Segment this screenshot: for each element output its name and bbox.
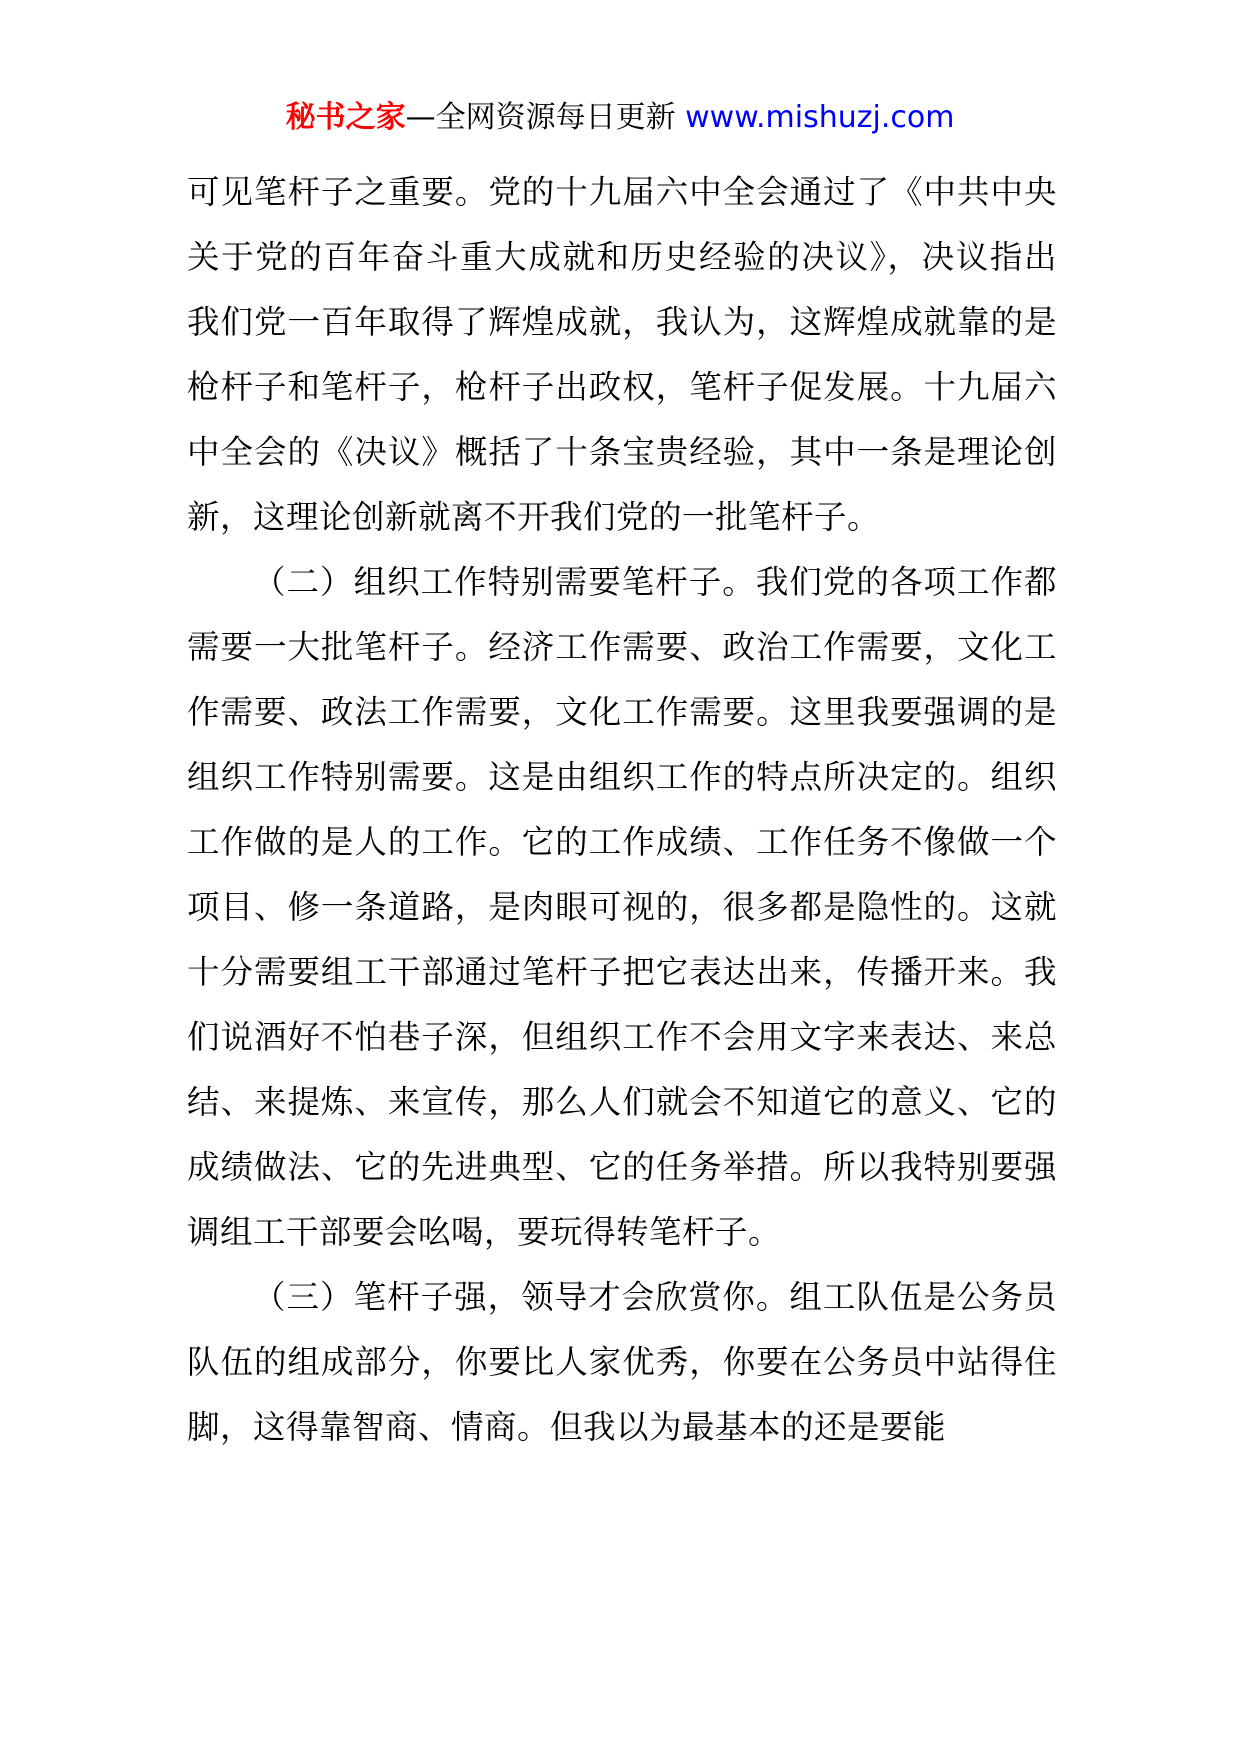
site-header	[0, 98, 1240, 138]
paragraph-section-3: （三）笔杆子强，领导才会欣赏你。组工队伍是公务员队伍的组成部分，你要比人家优秀，你要在公务员中站得住脚，这得靠智商、情商。但我以为最基本的还是要能	[187, 1278, 1057, 1446]
brand-name: 秘书之家	[285, 100, 406, 135]
header-tagline: —全网资源每日更新	[405, 100, 686, 135]
paragraph-continuation: 可见笔杆子之重要。党的十九届六中全会通过了《中共中央关于党的百年奋斗重大成就和历史经验的决议》，决议指出我们党一百年取得了辉煌成就，我认为，这辉煌成就靠的是枪杆子和笔杆子，枪杆子出政权，笔杆子促发展。十九届六中全会的《决议》概括了十条宝贵经验，其中一条是理论创新，这理论创新就离不开我们党的一批笔杆子。	[187, 173, 1057, 536]
site-url-link[interactable]: www.mishuzj.com	[685, 100, 955, 135]
paragraph-section-2: （二）组织工作特别需要笔杆子。我们党的各项工作都需要一大批笔杆子。经济工作需要、政治工作需要，文化工作需要、政法工作需要，文化工作需要。这里我要强调的是组织工作特别需要。这是由组织工作的特点所决定的。组织工作做的是人的工作。它的工作成绩、工作任务不像做一个项目、修一条道路，是肉眼可视的，很多都是隐性的。这就十分需要组工干部通过笔杆子把它表达出来，传播开来。我们说酒好不怕巷子深，但组织工作不会用文字来表达、来总结、来提炼、来宣传，那么人们就会不知道它的意义、它的成绩做法、它的先进典型、它的任务举措。所以我特别要强调组工干部要会吆喝，要玩得转笔杆子。	[187, 563, 1057, 1251]
document-body	[187, 160, 1057, 1460]
